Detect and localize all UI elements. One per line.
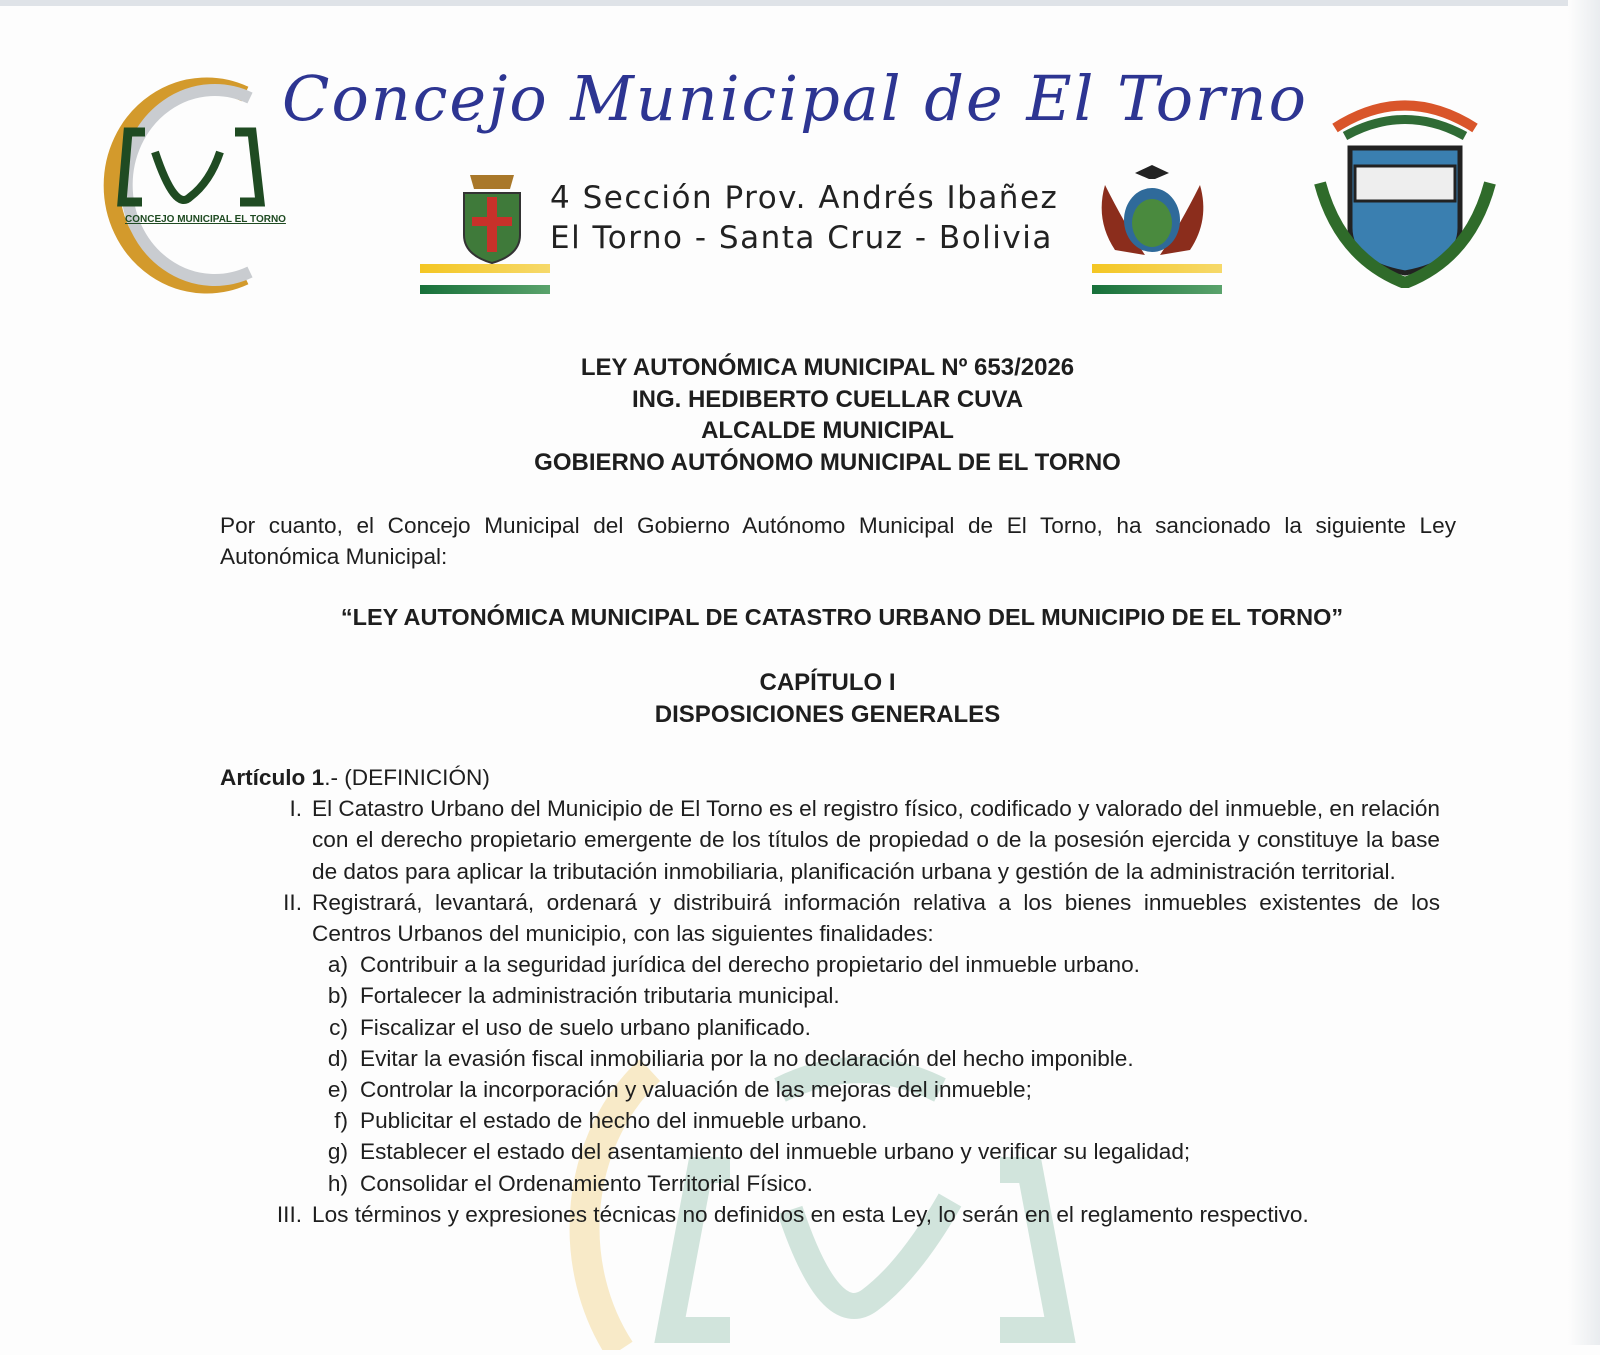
paragraph-text: Registrará, levantará, ordenará y distribuirá información relativa a los bienes inmuebles existentes de los Centros Urbanos del municipio, con las siguientes finalidades: [312, 889, 1440, 947]
item-letter: d) [327, 1045, 348, 1071]
chapter-heading [0, 667, 1600, 730]
subtitle-line-2: El Torno - Santa Cruz - Bolivia [550, 220, 1053, 256]
mayor-name: ING. HEDIBERTO CUELLAR CUVA [631, 385, 1024, 413]
paragraph-text: Los términos y expresiones técnicas no definidos en esta Ley, lo serán en el reglamento respectivo. [312, 1201, 1309, 1227]
article-heading [220, 762, 1440, 793]
scan-edge [0, 0, 1600, 6]
list-item [220, 1043, 1440, 1074]
item-text: Controlar la incorporación y valuación de las mejoras del inmueble; [360, 1077, 1032, 1103]
subtitle-line-1: 4 Sección Prov. Andrés Ibañez [550, 180, 1059, 216]
logo-caption: CONCEJO MUNICIPAL EL TORNO [125, 214, 286, 225]
flag-stripes-left [420, 264, 550, 294]
intro-paragraph: Por cuanto, el Concejo Municipal del Gobierno Autónomo Municipal de El Torno, ha sancionado la siguiente Ley Autonómica Municipal: [220, 513, 1456, 569]
paragraph-ii [220, 887, 1440, 949]
flag-stripes-right [1092, 264, 1222, 294]
chapter-name: DISPOSICIONES GENERALES [654, 700, 1001, 728]
item-text: Publicitar el estado de hecho del inmueble urbano. [360, 1108, 868, 1134]
mayor-title: ALCALDE MUNICIPAL [701, 417, 954, 444]
municipal-shield-icon [1310, 88, 1500, 293]
chapter-number: CAPÍTULO I [759, 669, 896, 696]
list-item [220, 949, 1440, 980]
item-letter: h) [327, 1170, 348, 1196]
item-letter: g) [327, 1139, 348, 1165]
list-item [220, 980, 1440, 1011]
el-torno-coat-of-arms-icon [460, 165, 524, 270]
government-name: GOBIERNO AUTÓNOMO MUNICIPAL DE EL TORNO [534, 448, 1121, 476]
item-letter: b) [327, 983, 348, 1009]
letterhead-subtitle [550, 178, 1058, 258]
item-letter: a) [327, 952, 348, 978]
item-letter: f) [334, 1108, 348, 1134]
list-item [220, 1012, 1440, 1043]
item-text: Consolidar el Ordenamiento Territorial Físico. [360, 1170, 813, 1196]
item-text: Evitar la evasión fiscal inmobiliaria por la no declaración del hecho imponible. [360, 1045, 1134, 1071]
bolivia-coat-of-arms-icon [1095, 165, 1210, 265]
paragraph-i [220, 793, 1440, 887]
list-item [220, 1074, 1440, 1105]
item-text: Fortalecer la administración tributaria municipal. [360, 983, 840, 1009]
item-letter: c) [329, 1014, 348, 1040]
paragraph-text: El Catastro Urbano del Municipio de El Torno es el registro físico, codificado y valorado del inmueble, en relación con el derecho propietario emergente de los títulos de propiedad o de la posesión ejercida y constituye la base de datos para aplicar la tributación inmobiliaria, planificación urbana y gestión de la administración territorial. [312, 796, 1440, 884]
paragraph-number: II. [283, 889, 302, 915]
article-1 [220, 762, 1440, 1230]
item-text: Fiscalizar el uso de suelo urbano planificado. [360, 1014, 811, 1040]
list-item [220, 1168, 1440, 1199]
letterhead-title: Concejo Municipal de El Torno [282, 62, 1308, 135]
law-title: “LEY AUTONÓMICA MUNICIPAL DE CATASTRO URBANO DEL MUNICIPIO DE EL TORNO” [340, 604, 1344, 630]
paragraph-number: I. [289, 796, 302, 822]
paragraph-number: III. [276, 1201, 302, 1227]
item-text: Establecer el estado del asentamiento del inmueble urbano y verificar su legalidad; [360, 1139, 1191, 1165]
paragraph-iii [220, 1199, 1440, 1230]
concejo-logo [70, 72, 286, 302]
article-label: Artículo 1 [220, 765, 325, 790]
law-header [0, 352, 1600, 478]
list-item [220, 1105, 1440, 1136]
item-letter: e) [327, 1077, 348, 1103]
law-number: LEY AUTONÓMICA MUNICIPAL Nº 653/2026 [580, 354, 1075, 381]
list-item [220, 1136, 1440, 1167]
article-suffix: .- (DEFINICIÓN) [324, 765, 490, 790]
item-text: Contribuir a la seguridad jurídica del derecho propietario del inmueble urbano. [360, 952, 1140, 978]
